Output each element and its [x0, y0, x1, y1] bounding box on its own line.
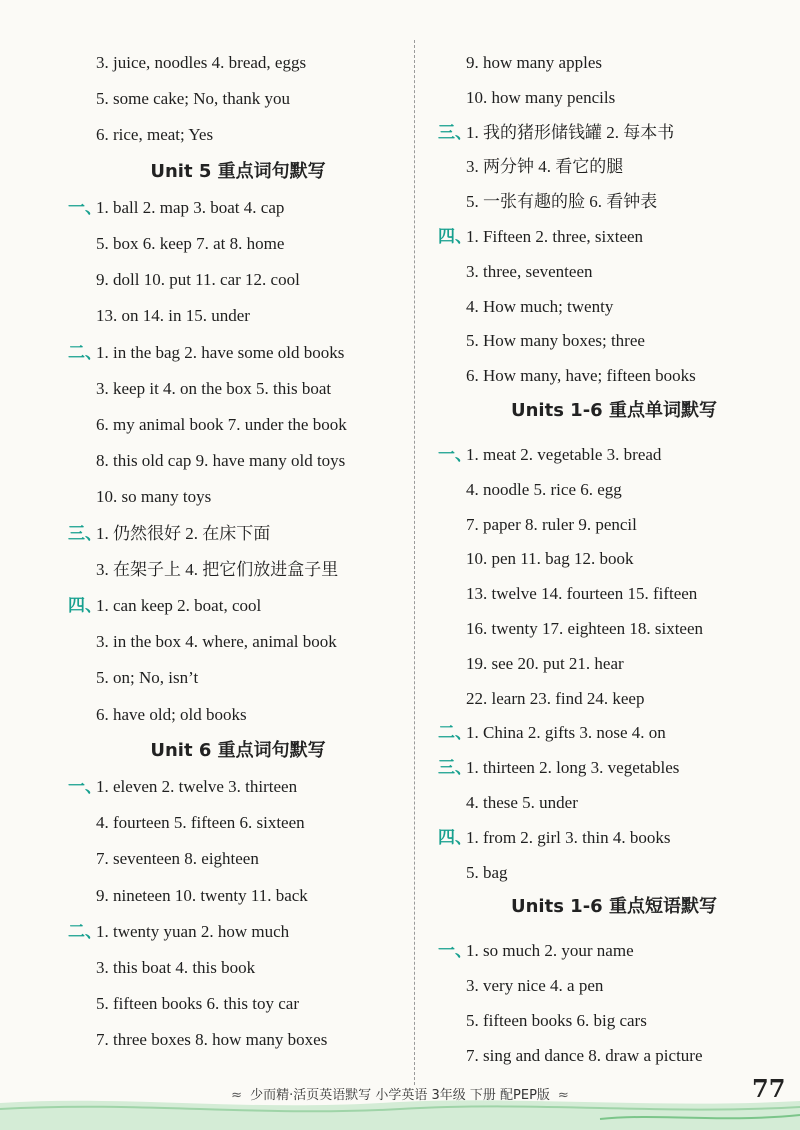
section-marker: 三、: [438, 122, 472, 143]
answer-text: 3. in the box 4. where, animal book: [96, 632, 337, 652]
answer-text: 5. fifteen books 6. this toy car: [96, 994, 300, 1014]
answer-text: 1. Fifteen 2. three, sixteen: [466, 227, 644, 246]
answer-text: 16. twenty 17. eighteen 18. sixteen: [466, 619, 704, 638]
answer-text: 1. China 2. gifts 3. nose 4. on: [466, 723, 666, 743]
section-marker: 三、: [68, 523, 102, 544]
footer: [0, 1084, 800, 1103]
answer-text: 7. paper 8. ruler 9. pencil: [466, 514, 637, 534]
section-marker: 二、: [68, 342, 102, 363]
footer-wave-left-icon: ≈: [231, 1088, 243, 1103]
answer-text: 1. meat 2. vegetable 3. bread: [466, 445, 662, 464]
section-marker: 一、: [438, 445, 472, 465]
answer-text: 3. juice, noodles 4. bread, eggs: [96, 53, 307, 72]
answer-text: 1. eleven 2. twelve 3. thirteen: [96, 777, 298, 796]
answer-text: 3. very nice 4. a pen: [466, 976, 604, 996]
answer-text: 1. 仍然很好 2. 在床下面: [96, 523, 271, 543]
answer-text: 3. this boat 4. this book: [96, 958, 256, 977]
answer-text: 4. How much; twenty: [466, 296, 614, 316]
section-marker: 四、: [438, 827, 472, 848]
answer-text: 10. pen 11. bag 12. book: [466, 549, 634, 569]
section-marker: 二、: [68, 921, 102, 942]
answer-text: 3. three, seventeen: [466, 261, 593, 281]
section-marker: 二、: [438, 723, 472, 744]
answer-text: 1. so much 2. your name: [466, 941, 634, 961]
answer-text: 3. 在架子上 4. 把它们放进盒子里: [96, 559, 339, 579]
answer-text: 5. fifteen books 6. big cars: [466, 1011, 647, 1030]
answer-text: 4. these 5. under: [466, 793, 578, 812]
answer-text: 5. 一张有趣的脸 6. 看钟表: [466, 192, 658, 212]
answer-text: 13. on 14. in 15. under: [96, 306, 250, 326]
answer-text: 13. twelve 14. fourteen 15. fifteen: [466, 584, 698, 604]
answer-text: 9. how many apples: [466, 53, 602, 72]
answer-text: 1. can keep 2. boat, cool: [96, 596, 262, 615]
section-heading: Units 1-6 重点单词默写: [511, 400, 717, 421]
answer-text: 1. ball 2. map 3. boat 4. cap: [96, 197, 285, 217]
answer-text: 6. have old; old books: [96, 704, 247, 724]
answer-text: 7. sing and dance 8. draw a picture: [466, 1045, 703, 1065]
answer-text: 4. fourteen 5. fifteen 6. sixteen: [96, 813, 305, 833]
answer-text: 5. box 6. keep 7. at 8. home: [96, 234, 285, 253]
answer-text: 9. nineteen 10. twenty 11. back: [96, 885, 308, 905]
answer-text: 9. doll 10. put 11. car 12. cool: [96, 270, 300, 290]
section-marker: 一、: [68, 197, 102, 218]
answer-text: 4. noodle 5. rice 6. egg: [466, 479, 622, 499]
answer-text: 19. see 20. put 21. hear: [466, 653, 624, 673]
answer-text: 7. seventeen 8. eighteen: [96, 849, 259, 869]
footer-wave-fill: [0, 1100, 800, 1130]
answer-text: 6. my animal book 7. under the book: [96, 415, 347, 434]
answer-text: 8. this old cap 9. have many old toys: [96, 451, 346, 471]
answer-text: 1. thirteen 2. long 3. vegetables: [466, 758, 680, 778]
answer-text: 10. so many toys: [96, 487, 212, 507]
section-marker: 四、: [438, 227, 472, 247]
section-heading: Unit 6 重点词句默写: [150, 739, 326, 761]
page-number: 77: [752, 1074, 786, 1103]
section-marker: 四、: [68, 596, 102, 616]
section-heading: Unit 5 重点词句默写: [150, 160, 326, 182]
answer-text: 1. from 2. girl 3. thin 4. books: [466, 827, 671, 847]
section-marker: 三、: [438, 758, 472, 779]
footer-title: 少而精·活页英语默写 小学英语 3年级 下册 配PEP版: [250, 1088, 550, 1103]
answer-text: 6. rice, meat; Yes: [96, 125, 214, 145]
section-marker: 一、: [68, 777, 102, 797]
answer-text: 7. three boxes 8. how many boxes: [96, 1030, 328, 1050]
column-divider: [414, 40, 415, 1085]
answer-text: 5. on; No, isn’t: [96, 668, 199, 688]
answer-text: 10. how many pencils: [466, 87, 616, 107]
answer-text: 5. How many boxes; three: [466, 331, 645, 351]
answer-text: 1. twenty yuan 2. how much: [96, 921, 290, 941]
footer-wave-right-icon: ≈: [557, 1088, 569, 1103]
answer-text: 3. 两分钟 4. 看它的腿: [466, 157, 624, 177]
answer-text: 6. How many, have; fifteen books: [466, 366, 696, 386]
answer-text: 5. some cake; No, thank you: [96, 89, 291, 109]
section-marker: 一、: [438, 941, 472, 962]
answer-text: 1. in the bag 2. have some old books: [96, 342, 345, 362]
answer-text: 22. learn 23. find 24. keep: [466, 688, 645, 708]
section-heading: Units 1-6 重点短语默写: [511, 896, 717, 918]
answer-text: 5. bag: [466, 862, 508, 882]
answer-text: 3. keep it 4. on the box 5. this boat: [96, 378, 332, 398]
answer-text: 1. 我的猪形储钱罐 2. 每本书: [466, 122, 675, 142]
